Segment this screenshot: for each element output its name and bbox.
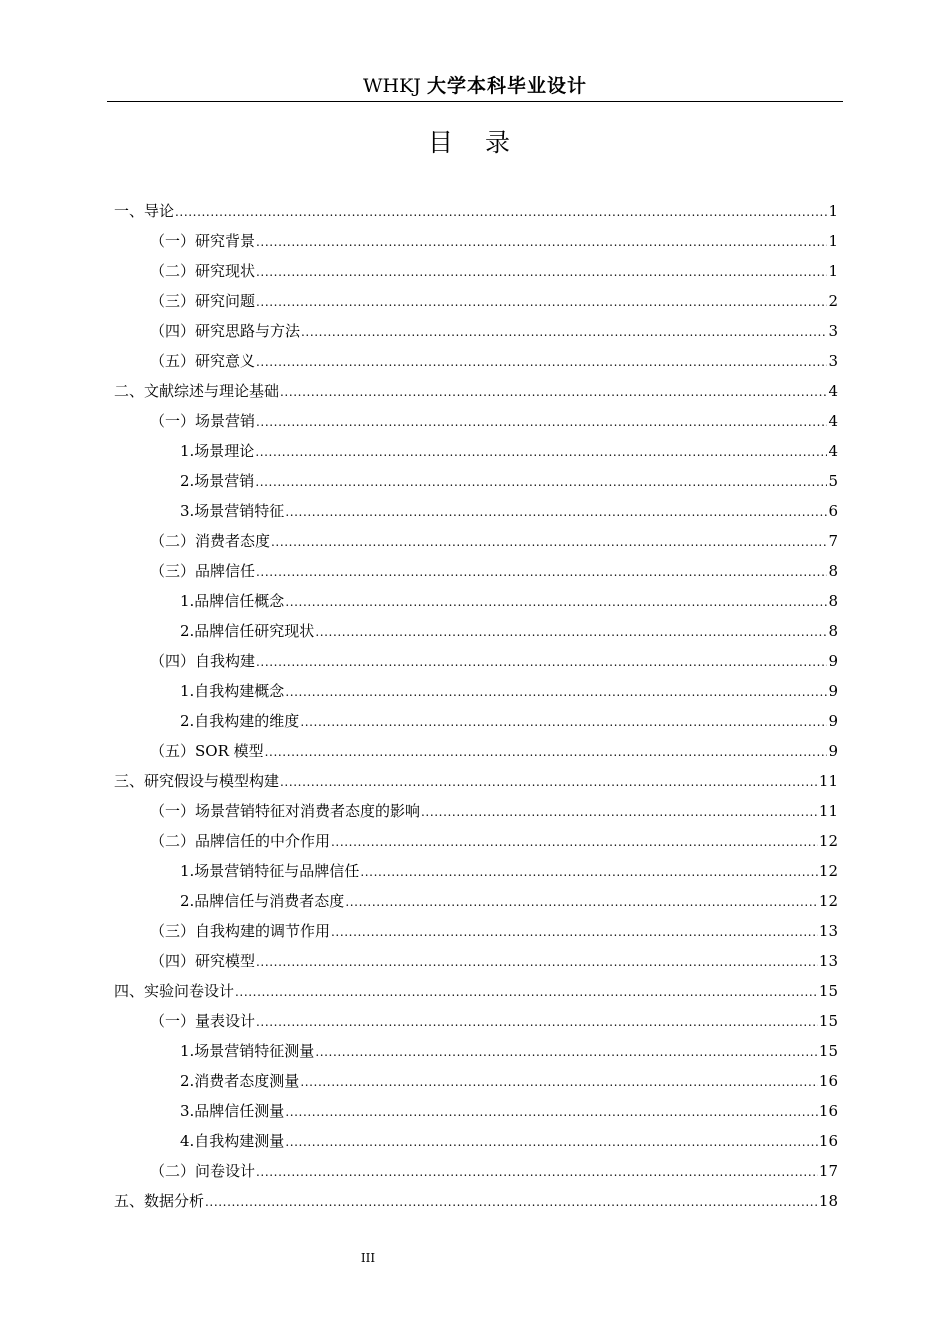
toc-entry[interactable] bbox=[114, 436, 838, 466]
toc-entry-page: 9 bbox=[828, 712, 838, 730]
toc-leader-dots bbox=[255, 436, 827, 467]
toc-leader-dots bbox=[256, 406, 827, 437]
toc-entry-title: 二、文献综述与理论基础 bbox=[114, 382, 280, 400]
toc-leader-dots bbox=[285, 676, 827, 707]
toc-entry-title: （二）品牌信任的中介作用 bbox=[150, 832, 331, 850]
toc-entry-title: 五、数据分析 bbox=[114, 1192, 205, 1210]
toc-entry[interactable] bbox=[114, 616, 838, 646]
toc-entry[interactable] bbox=[114, 346, 838, 376]
toc-leader-dots bbox=[280, 376, 827, 407]
toc-entry-title: （二）研究现状 bbox=[150, 262, 256, 280]
toc-entry-title: （三）研究问题 bbox=[150, 292, 256, 310]
toc-entry-page: 2 bbox=[828, 292, 838, 310]
toc-entry-page: 12 bbox=[818, 832, 838, 850]
table-of-contents bbox=[114, 196, 838, 1216]
toc-leader-dots bbox=[256, 286, 827, 317]
toc-entry-title: （四）研究模型 bbox=[150, 952, 256, 970]
toc-entry[interactable] bbox=[114, 916, 838, 946]
toc-entry-title: 1.场景理论 bbox=[180, 442, 255, 460]
toc-entry[interactable] bbox=[114, 466, 838, 496]
toc-entry-title: （五）SOR 模型 bbox=[150, 742, 264, 760]
toc-entry-page: 8 bbox=[828, 592, 838, 610]
toc-entry-page: 16 bbox=[818, 1102, 838, 1120]
toc-entry[interactable] bbox=[114, 706, 838, 736]
toc-entry[interactable] bbox=[114, 646, 838, 676]
toc-entry-title: 2.消费者态度测量 bbox=[180, 1072, 300, 1090]
toc-entry-page: 12 bbox=[818, 862, 838, 880]
toc-leader-dots bbox=[256, 1006, 818, 1037]
toc-entry[interactable] bbox=[114, 826, 838, 856]
toc-entry-title: 3.场景营销特征 bbox=[180, 502, 285, 520]
toc-entry-title: 3.品牌信任测量 bbox=[180, 1102, 285, 1120]
page-number: III bbox=[360, 1251, 376, 1265]
toc-entry-title: （一）场景营销 bbox=[150, 412, 256, 430]
toc-entry-title: 1.场景营销特征测量 bbox=[180, 1042, 315, 1060]
toc-entry-title: （二）消费者态度 bbox=[150, 532, 271, 550]
toc-entry-page: 9 bbox=[828, 742, 838, 760]
toc-entry-title: （四）自我构建 bbox=[150, 652, 256, 670]
toc-entry-page: 1 bbox=[828, 232, 838, 250]
toc-leader-dots bbox=[175, 196, 827, 227]
toc-entry-page: 9 bbox=[828, 652, 838, 670]
toc-leader-dots bbox=[265, 736, 828, 767]
toc-entry[interactable] bbox=[114, 226, 838, 256]
toc-leader-dots bbox=[235, 976, 818, 1007]
toc-entry-title: （四）研究思路与方法 bbox=[150, 322, 301, 340]
toc-leader-dots bbox=[256, 346, 827, 377]
toc-entry-page: 11 bbox=[818, 802, 838, 820]
toc-entry-page: 3 bbox=[828, 352, 838, 370]
toc-entry-title: （三）品牌信任 bbox=[150, 562, 256, 580]
toc-entry[interactable] bbox=[114, 1096, 838, 1126]
toc-leader-dots bbox=[256, 226, 827, 257]
toc-entry-title: 2.场景营销 bbox=[180, 472, 255, 490]
toc-leader-dots bbox=[256, 946, 818, 977]
toc-entry-title: 一、导论 bbox=[114, 202, 175, 220]
toc-entry-page: 15 bbox=[818, 982, 838, 1000]
toc-leader-dots bbox=[301, 316, 827, 347]
toc-entry-page: 12 bbox=[818, 892, 838, 910]
toc-entry-page: 8 bbox=[828, 622, 838, 640]
toc-entry-page: 17 bbox=[818, 1162, 838, 1180]
toc-entry-page: 16 bbox=[818, 1072, 838, 1090]
toc-entry-page: 4 bbox=[828, 442, 838, 460]
toc-entry[interactable] bbox=[114, 856, 838, 886]
toc-leader-dots bbox=[331, 826, 818, 857]
toc-leader-dots bbox=[256, 646, 827, 677]
toc-entry[interactable] bbox=[114, 1186, 838, 1216]
header-title: 大学本科毕业设计 bbox=[426, 75, 587, 97]
toc-entry-title: （一）量表设计 bbox=[150, 1012, 256, 1030]
toc-entry[interactable] bbox=[114, 316, 838, 346]
toc-entry[interactable] bbox=[114, 496, 838, 526]
toc-entry[interactable] bbox=[114, 1126, 838, 1156]
toc-entry[interactable] bbox=[114, 406, 838, 436]
toc-entry[interactable] bbox=[114, 556, 838, 586]
toc-entry-page: 13 bbox=[818, 922, 838, 940]
toc-entry-title: 4.自我构建测量 bbox=[180, 1132, 285, 1150]
toc-leader-dots bbox=[205, 1186, 818, 1217]
toc-entry-page: 7 bbox=[828, 532, 838, 550]
toc-leader-dots bbox=[315, 1036, 818, 1067]
toc-leader-dots bbox=[271, 526, 827, 557]
toc-entry-title: 2.品牌信任与消费者态度 bbox=[180, 892, 345, 910]
toc-entry[interactable] bbox=[114, 676, 838, 706]
toc-entry[interactable] bbox=[114, 1066, 838, 1096]
toc-entry-page: 6 bbox=[828, 502, 838, 520]
toc-entry-page: 9 bbox=[828, 682, 838, 700]
toc-entry-title: 2.品牌信任研究现状 bbox=[180, 622, 315, 640]
toc-leader-dots bbox=[331, 916, 818, 947]
toc-entry[interactable] bbox=[114, 1156, 838, 1186]
toc-leader-dots bbox=[255, 466, 827, 497]
toc-entry[interactable] bbox=[114, 256, 838, 286]
toc-leader-dots bbox=[285, 1096, 818, 1127]
toc-leader-dots bbox=[280, 766, 818, 797]
toc-entry-title: 四、实验问卷设计 bbox=[114, 982, 235, 1000]
toc-entry-title: （二）问卷设计 bbox=[150, 1162, 256, 1180]
toc-entry-title: （五）研究意义 bbox=[150, 352, 256, 370]
header-latin: WHKJ bbox=[363, 75, 421, 97]
toc-entry[interactable] bbox=[114, 976, 838, 1006]
toc-entry-page: 3 bbox=[828, 322, 838, 340]
toc-entry[interactable] bbox=[114, 586, 838, 616]
toc-entry-page: 13 bbox=[818, 952, 838, 970]
toc-leader-dots bbox=[315, 616, 827, 647]
page-header bbox=[107, 72, 843, 102]
toc-entry-page: 1 bbox=[828, 262, 838, 280]
toc-entry-page: 5 bbox=[828, 472, 838, 490]
toc-leader-dots bbox=[285, 586, 827, 617]
toc-entry-title: 三、研究假设与模型构建 bbox=[114, 772, 280, 790]
toc-title: 目 录 bbox=[428, 128, 522, 157]
toc-entry[interactable] bbox=[114, 766, 838, 796]
toc-entry[interactable] bbox=[114, 736, 838, 766]
toc-entry-page: 1 bbox=[828, 202, 838, 220]
toc-leader-dots bbox=[421, 796, 818, 827]
toc-entry-title: 1.品牌信任概念 bbox=[180, 592, 285, 610]
toc-entry-title: （一）场景营销特征对消费者态度的影响 bbox=[150, 802, 421, 820]
toc-entry[interactable] bbox=[114, 376, 838, 406]
toc-entry-title: 2.自我构建的维度 bbox=[180, 712, 300, 730]
toc-entry[interactable] bbox=[114, 886, 838, 916]
toc-leader-dots bbox=[360, 856, 818, 887]
toc-entry-title: 1.自我构建概念 bbox=[180, 682, 285, 700]
toc-leader-dots bbox=[256, 556, 827, 587]
toc-leader-dots bbox=[300, 706, 827, 737]
toc-entry[interactable] bbox=[114, 196, 838, 226]
toc-leader-dots bbox=[300, 1066, 818, 1097]
toc-leader-dots bbox=[345, 886, 818, 917]
toc-entry[interactable] bbox=[114, 526, 838, 556]
toc-entry-page: 15 bbox=[818, 1012, 838, 1030]
toc-leader-dots bbox=[285, 496, 827, 527]
toc-entry-page: 8 bbox=[828, 562, 838, 580]
toc-entry-page: 4 bbox=[828, 412, 838, 430]
toc-entry-page: 18 bbox=[818, 1192, 838, 1210]
toc-entry-page: 15 bbox=[818, 1042, 838, 1060]
toc-entry[interactable] bbox=[114, 1036, 838, 1066]
toc-entry-title: （三）自我构建的调节作用 bbox=[150, 922, 331, 940]
toc-entry[interactable] bbox=[114, 1006, 838, 1036]
toc-leader-dots bbox=[256, 1156, 818, 1187]
toc-entry-page: 11 bbox=[818, 772, 838, 790]
toc-entry-title: （一）研究背景 bbox=[150, 232, 256, 250]
toc-entry-title: 1.场景营销特征与品牌信任 bbox=[180, 862, 360, 880]
toc-leader-dots bbox=[256, 256, 827, 287]
toc-entry-page: 16 bbox=[818, 1132, 838, 1150]
toc-leader-dots bbox=[285, 1126, 818, 1157]
toc-entry[interactable] bbox=[114, 946, 838, 976]
toc-entry-page: 4 bbox=[828, 382, 838, 400]
toc-entry[interactable] bbox=[114, 286, 838, 316]
toc-entry[interactable] bbox=[114, 796, 838, 826]
